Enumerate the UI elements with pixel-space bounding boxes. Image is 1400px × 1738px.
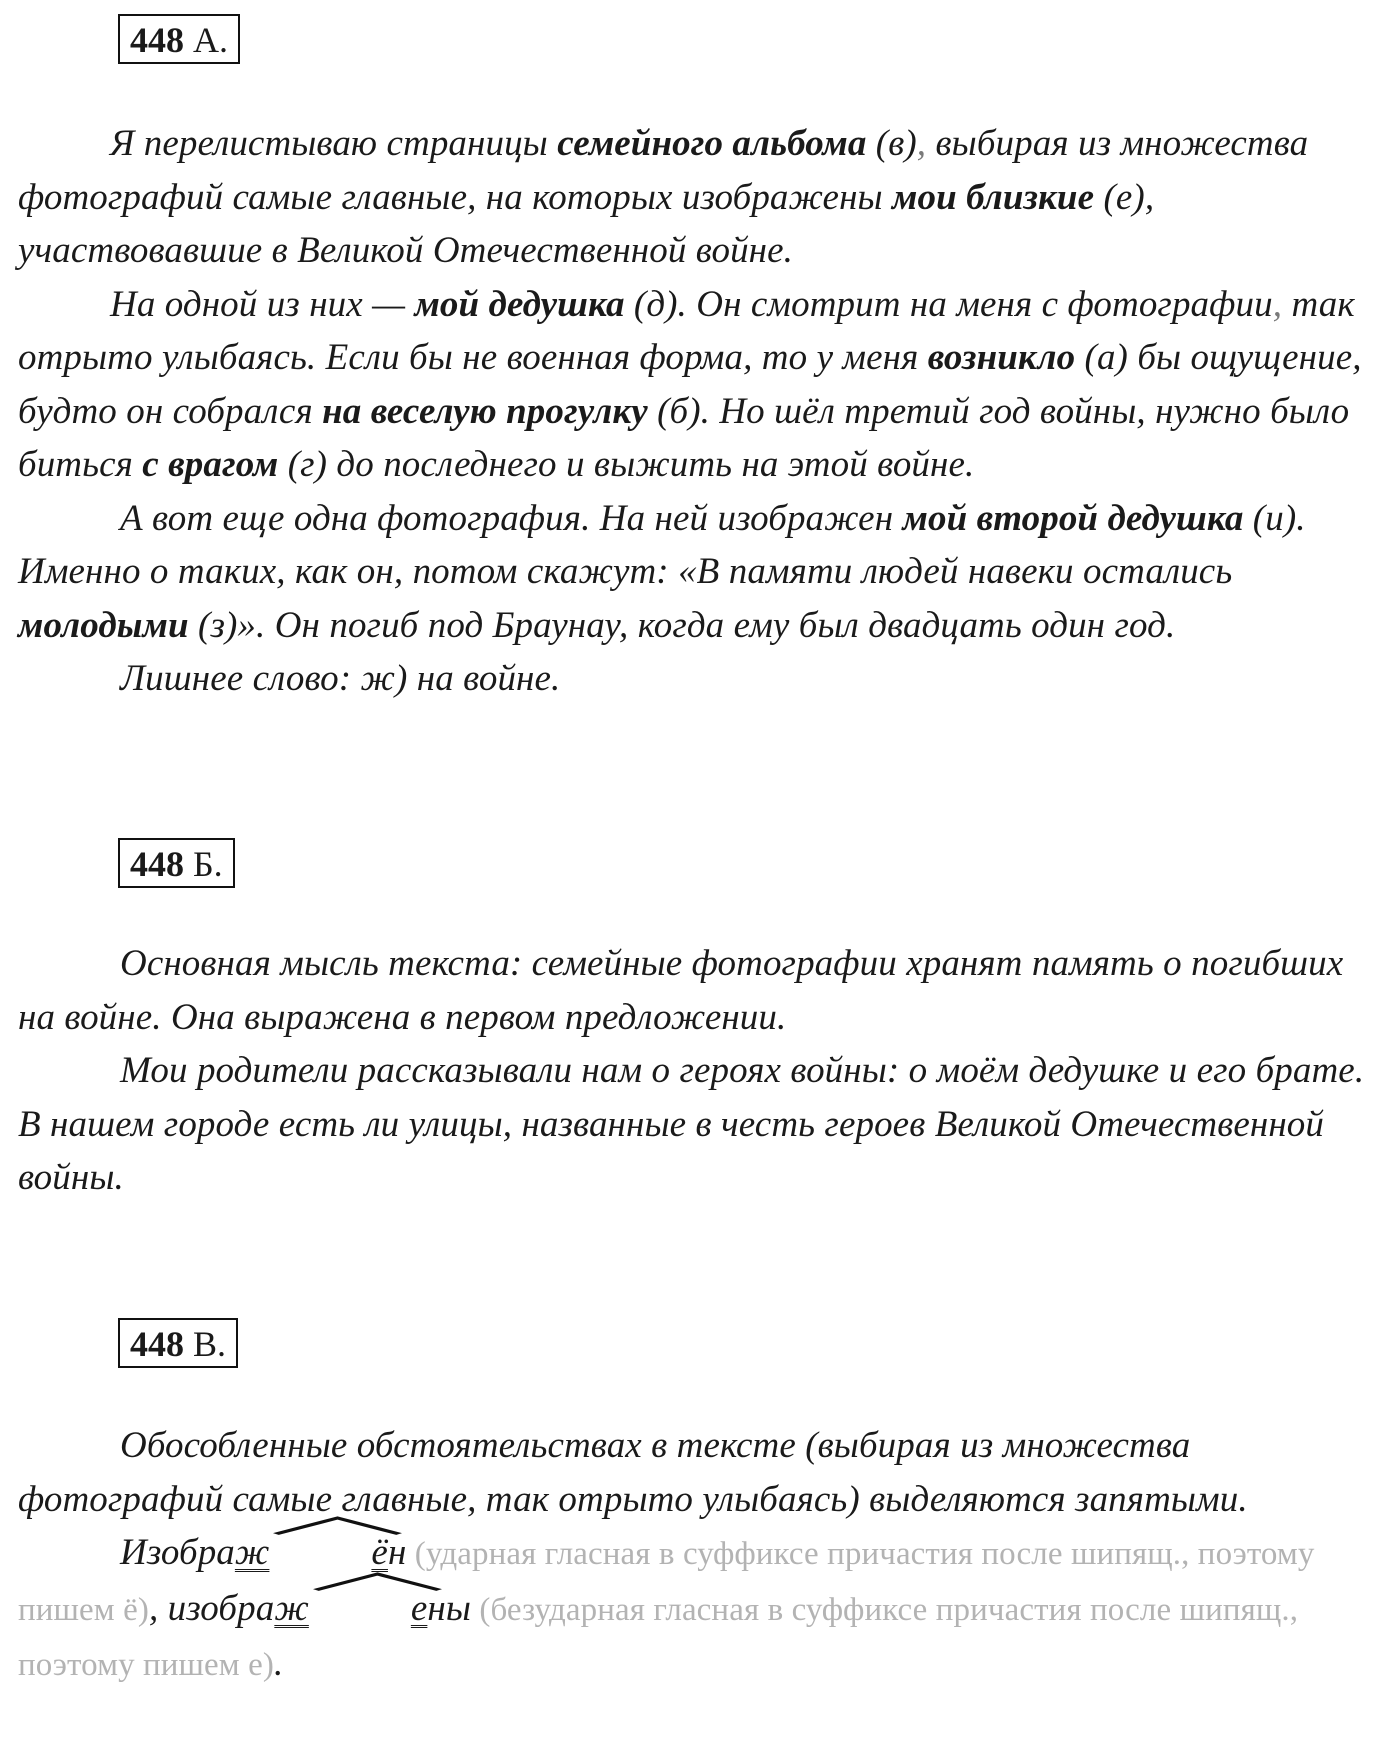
word-izobrazhyon xyxy=(120,1532,406,1573)
task-number-box xyxy=(118,1318,238,1368)
text-run: Обособленные обстоятельствах в тексте (выбирая из множества фотографий самые главные, так отрыто улыбаясь) выделяются запятыми. xyxy=(18,1425,1248,1520)
highlighted-phrase: мой дедушка xyxy=(414,283,625,325)
paragraph xyxy=(18,1419,1380,1526)
text-run: (г) до последнего и выжить на этой войне. xyxy=(278,444,975,485)
paragraph xyxy=(18,492,1380,653)
highlighted-phrase: семейного альбома xyxy=(557,123,867,164)
paragraph xyxy=(18,1044,1380,1205)
word-part: Изобра xyxy=(120,1532,235,1573)
suffix-mark xyxy=(309,1582,446,1636)
underlined-vowel: ё xyxy=(371,1532,388,1573)
grey-note: (безударная гласная в суффиксе причастия после шипящ., поэтому пишем е) xyxy=(18,1591,1299,1683)
word-part: изобра xyxy=(167,1587,275,1629)
text-run: На одной из них — xyxy=(110,283,415,325)
text-run: (з)». Он погиб под Браунау, когда ему был двадцать один год. xyxy=(188,604,1176,646)
added-comma: , xyxy=(1272,283,1283,325)
word-part: н xyxy=(427,1587,446,1629)
section-448a-text xyxy=(18,117,1380,706)
text-run: (и). Именно о таких, как он, потом скажут: «В памяти людей навеки остались xyxy=(18,497,1306,592)
word-izobrazheny xyxy=(168,1588,471,1629)
task-header-448b xyxy=(18,838,235,888)
text-run: (в) xyxy=(866,123,917,164)
suffix-arc-icon xyxy=(269,1516,406,1536)
task-number: 448 xyxy=(130,1324,184,1364)
highlighted-phrase: возникло xyxy=(927,337,1076,378)
highlighted-phrase: на веселую прогулку xyxy=(322,390,648,432)
text-run: Основная мысль текста: семейные фотографии хранят память о погибших на войне. Она выражена в первом предложении. xyxy=(18,943,1344,1038)
section-448v-text xyxy=(18,1419,1380,1693)
word-part: н xyxy=(387,1532,407,1573)
task-number-box xyxy=(118,838,235,888)
highlighted-phrase: молодыми xyxy=(18,604,189,646)
text-run: Мои родители рассказывали нам о героях войны: о моём дедушке и его брате. В нашем городе есть ли улицы, названные в честь героев Великой Отечественной войны. xyxy=(18,1050,1365,1198)
highlighted-phrase: с врагом xyxy=(142,444,279,485)
word-part: ы xyxy=(445,1587,472,1629)
text-run: А вот еще одна фотография. На ней изображен xyxy=(120,497,903,539)
paragraph xyxy=(18,278,1380,492)
task-number: 448 xyxy=(130,20,184,60)
task-letter: Б. xyxy=(193,844,223,884)
added-comma: , xyxy=(916,123,927,164)
text-run: (е), участвовавшие в Великой Отечественной войне. xyxy=(18,176,1155,271)
text-run: (а) бы ощущение, будто он собрался xyxy=(18,337,1362,432)
paragraph xyxy=(18,937,1380,1044)
text-run: . xyxy=(273,1643,284,1684)
grey-note: (ударная гласная в суффиксе причастия после шипящ., поэтому пишем ё) xyxy=(18,1536,1315,1628)
task-number: 448 xyxy=(130,844,184,884)
text-run: , xyxy=(148,1587,168,1629)
paragraph xyxy=(18,652,1380,706)
underlined-vowel: е xyxy=(410,1587,428,1629)
highlighted-phrase: мой второй дедушка xyxy=(902,497,1244,539)
task-number-box xyxy=(118,14,240,64)
underlined-consonant: ж xyxy=(274,1587,309,1629)
task-letter: В. xyxy=(193,1324,227,1364)
paragraph xyxy=(18,1526,1380,1693)
text-run: так отрыто улыбаясь. Если бы не военная форма, то у меня xyxy=(18,283,1355,378)
underlined-consonant: ж xyxy=(234,1532,270,1573)
text-run: (д). Он смотрит на меня с фотографии xyxy=(624,283,1273,325)
task-header-448a xyxy=(18,14,240,64)
suffix-arc-icon xyxy=(309,1572,446,1592)
text-run: выбирая из множества фотографий самые главные, на которых изображены xyxy=(18,123,1309,218)
task-header-448v xyxy=(18,1318,238,1368)
text-run: Лишнее слово: ж) на войне. xyxy=(120,658,561,699)
paragraph xyxy=(18,117,1380,278)
text-run: Я перелистываю страницы xyxy=(110,123,558,164)
section-448b-text xyxy=(18,937,1380,1205)
highlighted-phrase: мои близкие xyxy=(892,176,1095,218)
task-letter: А. xyxy=(193,20,228,60)
text-run: (б). Но шёл третий год войны, нужно было биться xyxy=(18,390,1350,485)
